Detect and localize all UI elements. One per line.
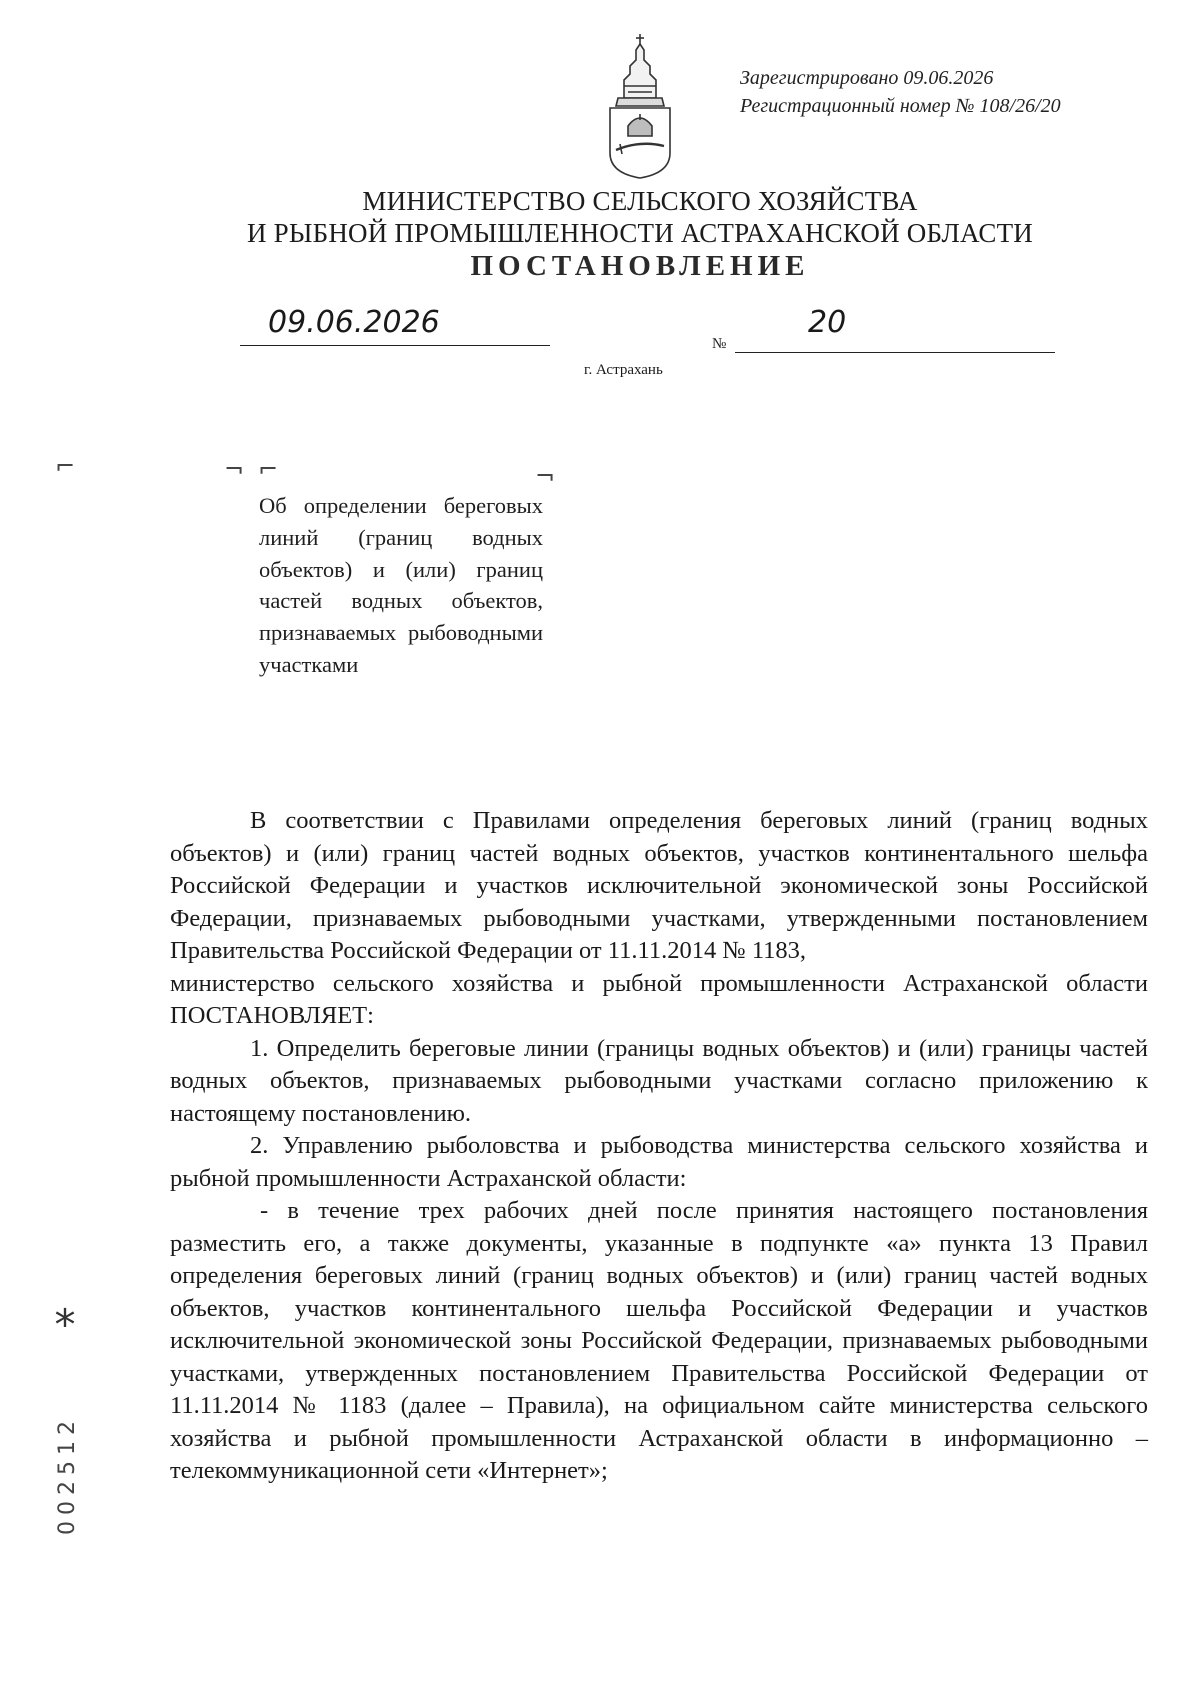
- date-underline: [240, 345, 550, 346]
- decree-subject: Об определении береговых линий (границ водных объектов) и (или) границ частей водных объектов, признаваемых рыбоводными участками: [259, 493, 543, 677]
- subject-corner-left: ⌐: [258, 455, 279, 483]
- coat-of-arms-emblem: [600, 28, 680, 180]
- body-paragraph-item-2: 2. Управлению рыболовства и рыбоводства министерства сельского хозяйства и рыбной промышленности Астраханской области:: [170, 1132, 1148, 1192]
- number-label: №: [712, 336, 727, 352]
- margin-serial-number: 002512: [55, 1415, 80, 1535]
- body-paragraph-item-2-sub: - в течение трех рабочих дней после принятия настоящего постановления разместить его, а также документы, указанные в подпункте «а» пункта 13 Правил определения береговых линий (границ водных объектов) и (или) границ частей водных объектов, участков континентального шельфа Российской Федерации и участков исключительной экономической зоны Российской Федерации, признаваемых рыбоводными участками, утвержденных постановлением Правительства Российской Федерации от 11.11.2014 № 1183 (далее – Правила), на официальном сайте министерства сельского хозяйства и рыбной промышленности Астраханской области в информационно – телекоммуникационной сети «Интернет»;: [170, 1197, 1148, 1484]
- decree-date: 09.06.2026: [268, 305, 440, 340]
- subject-corner-right: ¬: [535, 462, 556, 490]
- margin-asterisk-mark: *: [54, 1300, 76, 1349]
- corner-mark-left: ⌐: [55, 452, 76, 480]
- decree-body: [170, 805, 1148, 1488]
- number-underline: [735, 352, 1055, 353]
- decree-number: 20: [808, 305, 847, 340]
- body-paragraph-preamble: В соответствии с Правилами определения береговых линий (границ водных объектов) и (или) границ частей водных объектов, участков континентального шельфа Российской Федерации и участков исключительной экономической зоны Российской Федерации, признаваемых рыбоводными участками, утвержденными постановлением Правительства Российской Федерации от 11.11.2014 № 1183,: [170, 807, 1148, 964]
- registration-number: Регистрационный номер № 108/26/20: [740, 95, 1061, 117]
- body-paragraph-resolves: министерство сельского хозяйства и рыбной промышленности Астраханской области ПОСТАНОВЛЯЕТ:: [170, 969, 1148, 1029]
- city-label: г. Астрахань: [584, 362, 663, 378]
- body-paragraph-item-1: 1. Определить береговые линии (границы водных объектов) и (или) границы частей водных объектов, признаваемых рыбоводными участками согласно приложению к настоящему постановлению.: [170, 1034, 1148, 1127]
- registration-date: Зарегистрировано 09.06.2026: [740, 67, 994, 89]
- ministry-name-line1: МИНИСТЕРСТВО СЕЛЬСКОГО ХОЗЯЙСТВА: [362, 186, 918, 216]
- decree-title: ПОСТАНОВЛЕНИЕ: [470, 250, 810, 282]
- corner-mark-right: ¬: [224, 455, 245, 483]
- ministry-name-line2: И РЫБНОЙ ПРОМЫШЛЕННОСТИ АСТРАХАНСКОЙ ОБЛАСТИ: [247, 218, 1033, 248]
